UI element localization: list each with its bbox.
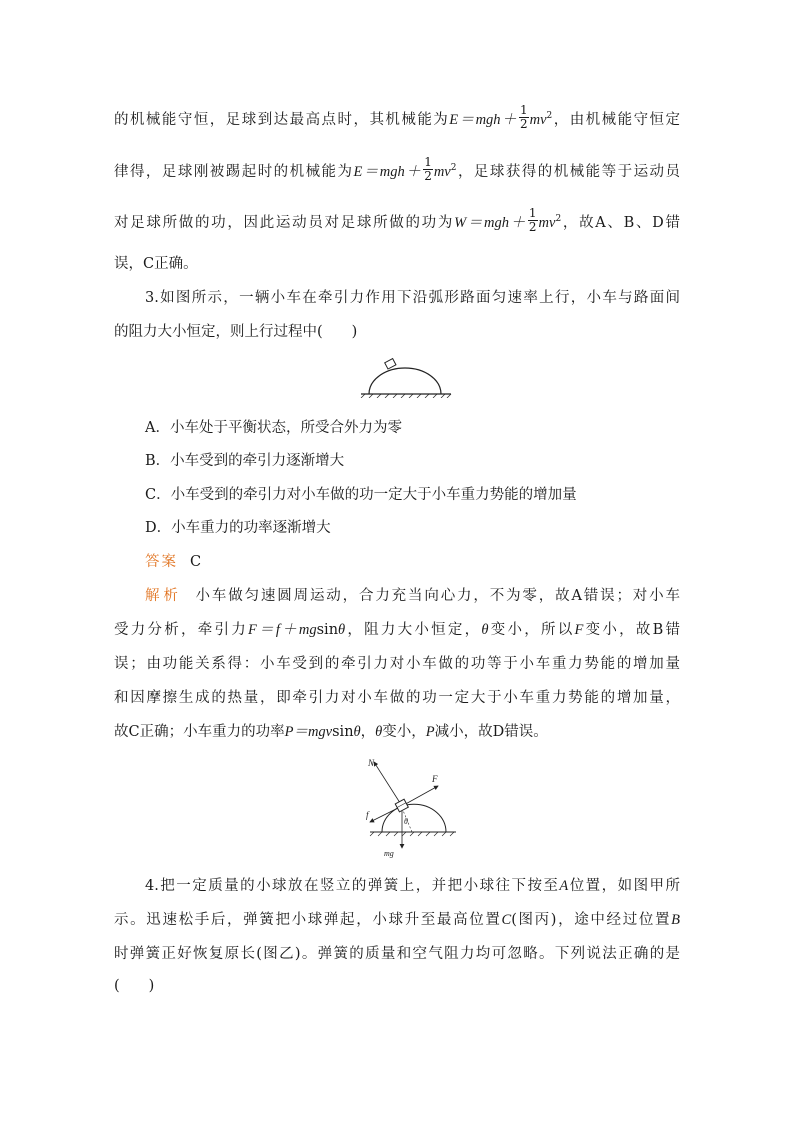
equation: sin <box>316 622 339 638</box>
p1-text: 的机械能守恒，足球到达最高点时，其机械能为 <box>114 111 450 128</box>
equation: B <box>671 912 680 928</box>
fraction <box>423 156 433 183</box>
equation: mv <box>433 163 451 180</box>
answer-value: C <box>190 554 202 570</box>
q3-analysis-line-4: 和因摩擦生成的热量，即牵引力对小车做的功一定大于小车重力势能的增加量， <box>114 690 680 706</box>
q4-text: 4.把一定质量的小球放在竖立的弹簧上，并把小球往下按至 <box>145 878 560 894</box>
p1-line-3 <box>114 206 680 236</box>
q3-analysis-line-5 <box>114 722 680 742</box>
equation: P＝mgv <box>284 724 333 740</box>
label-mg: mg <box>384 849 394 858</box>
q4-text: (图丙)，途中经过位置 <box>511 912 672 928</box>
fraction-numerator: 1 <box>519 103 528 118</box>
equation: F＝f＋mg <box>248 622 317 638</box>
q4-stem-line-4: ( ) <box>114 978 155 994</box>
fraction-numerator: 1 <box>528 206 537 221</box>
fraction <box>528 207 538 234</box>
analysis-text: 变小，故B错 <box>583 622 681 638</box>
q4-text: 示。迅速松手后，弹簧把小球弹起，小球升至最高位置 <box>114 912 502 928</box>
analysis-text: 变小， <box>382 724 426 740</box>
label-theta: θ <box>404 817 408 826</box>
q3-option-d: D．小车重力的功率逐渐增大 <box>145 520 331 536</box>
equation: C <box>501 912 512 928</box>
equation: E＝mgh＋ <box>353 163 423 180</box>
equation: E＝mgh＋ <box>449 111 518 128</box>
superscript: 2 <box>546 111 553 121</box>
equation: θ <box>375 724 383 740</box>
equation: mv <box>538 214 556 231</box>
p1-text: ，足球获得的机械能等于运动员 <box>456 163 680 180</box>
q3-answer <box>145 552 711 572</box>
q3-option-c: C．小车受到的牵引力对小车做的功一定大于小车重力势能的增加量 <box>145 487 577 503</box>
p1-line-4: 误，C正确。 <box>114 256 198 272</box>
label-N: N <box>368 758 375 768</box>
q3-stem-line-1: 3.如图所示，一辆小车在牵引力作用下沿弧形路面匀速率上行，小车与路面间 <box>145 290 680 306</box>
equation: A <box>559 878 569 894</box>
arc-road-car-figure <box>355 352 455 398</box>
analysis-text: 减小，故D错误。 <box>434 724 548 740</box>
equation: P <box>425 724 435 740</box>
p1-text: ，故A、B、D错 <box>561 214 680 231</box>
analysis-label: 解析 <box>145 588 182 604</box>
q4-stem-line-3: 时弹簧正好恢复原长(图乙)。弹簧的质量和空气阻力均可忽略。下列说法正确的是 <box>114 946 680 962</box>
equation: θ <box>353 724 361 740</box>
analysis-text: 小车做匀速圆周运动，合力充当向心力，不为零，故A错误；对小车 <box>193 588 680 604</box>
analysis-text: 故C正确；小车重力的功率 <box>114 724 285 740</box>
analysis-text: ， <box>360 724 376 740</box>
fraction-denominator: 2 <box>424 169 432 184</box>
q3-option-a: A．小车处于平衡状态，所受合外力为零 <box>145 420 402 436</box>
equation: sin <box>332 724 354 740</box>
label-F: F <box>432 774 438 784</box>
q3-analysis-line-3: 误；由功能关系得：小车受到的牵引力对小车做的功等于小车重力势能的增加量 <box>114 656 680 672</box>
q3-analysis-line-1 <box>145 586 680 606</box>
q4-stem-line-2 <box>114 910 680 930</box>
q3-stem-line-2: 的阻力大小恒定，则上行过程中( ) <box>114 324 358 340</box>
force-diagram-figure <box>360 756 460 860</box>
analysis-text: ，阻力大小恒定， <box>345 622 482 638</box>
equation: mv <box>529 111 547 128</box>
car-icon <box>395 799 408 812</box>
analysis-text: 变小，所以 <box>488 622 575 638</box>
label-f: f <box>366 810 369 820</box>
superscript: 2 <box>555 214 562 224</box>
p1-text: 对足球所做的功，因此运动员对足球所做的功为 <box>114 214 455 231</box>
p1-line-1 <box>114 103 681 133</box>
car-icon <box>385 359 396 369</box>
q3-analysis-line-2 <box>114 620 680 640</box>
p1-text: ，由机械能守恒定 <box>552 111 681 128</box>
q4-text: 位置，如图甲所 <box>568 878 680 894</box>
equation: θ <box>481 622 489 638</box>
q3-option-b: B．小车受到的牵引力逐渐增大 <box>145 453 345 469</box>
p1-line-2 <box>114 155 680 185</box>
fraction-denominator: 2 <box>519 117 528 132</box>
answer-label: 答案 <box>145 554 178 570</box>
superscript: 2 <box>450 163 457 173</box>
equation: θ <box>338 622 346 638</box>
q4-stem-line-1 <box>145 876 680 896</box>
p1-text: 律得，足球刚被踢起时的机械能为 <box>114 163 354 180</box>
equation: F <box>574 622 584 638</box>
analysis-text: 受力分析，牵引力 <box>114 622 248 638</box>
equation: W＝mgh＋ <box>454 214 527 231</box>
fraction <box>519 104 529 131</box>
fraction-denominator: 2 <box>528 220 537 235</box>
fraction-numerator: 1 <box>424 155 432 170</box>
